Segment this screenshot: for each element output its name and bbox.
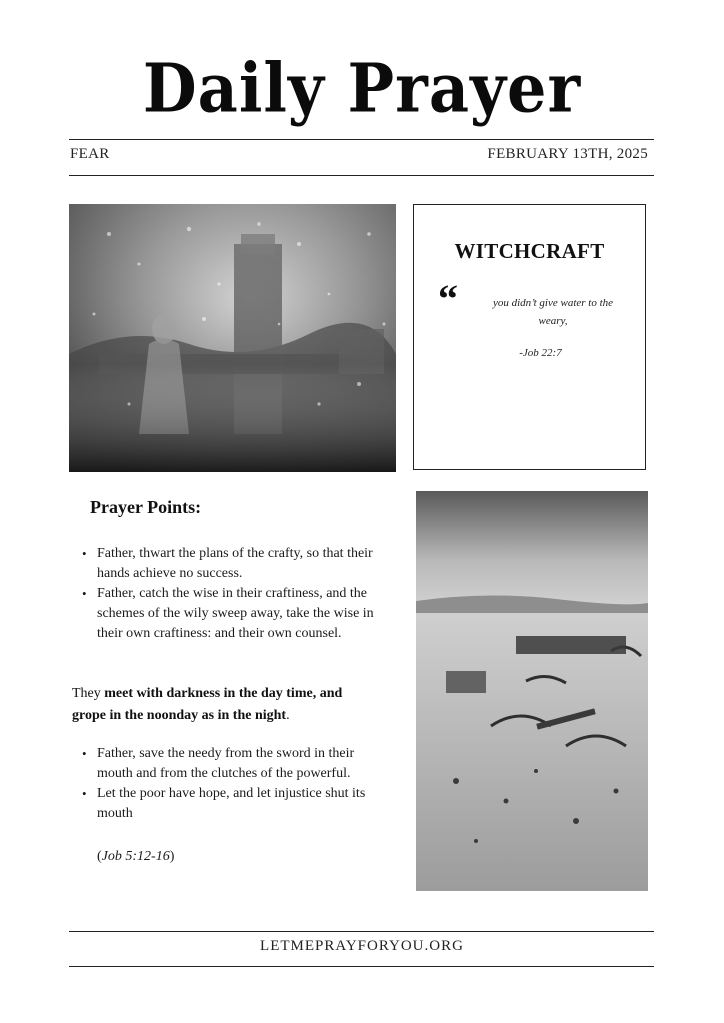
feature-citation: -Job 22:7 — [519, 347, 562, 359]
citation-reference: Job 5:12-16 — [101, 849, 170, 864]
citation-open: ( — [97, 849, 102, 864]
list-item: • Father, catch the wise in their craftiness, and the schemes of the wily sweep away, take the wise in their own craftiness: and their own counsel. — [71, 584, 381, 644]
list-item: • Let the poor have hope, and let injustice shut its mouth — [71, 784, 371, 824]
footer-website-link[interactable]: LETMEPRAYFORYOU.ORG — [260, 938, 464, 954]
footer-top-rule — [69, 931, 654, 932]
feature-box — [413, 204, 646, 470]
list-item: • Father, save the needy from the sword in their mouth and from the clutches of the powerful. — [71, 744, 371, 784]
issue-date: FEBRUARY 13TH, 2025 — [487, 146, 648, 162]
footer-bottom-rule — [69, 966, 654, 967]
citation-close: ) — [169, 849, 175, 864]
prayer-list-second — [71, 744, 371, 824]
verse-bold-text: meet with darkness in the day time, and grope in the noonday as in the night — [72, 686, 343, 723]
scripture-citation — [97, 847, 174, 867]
masthead-title: Daily Prayer — [142, 49, 582, 128]
feature-quote: you didn’t give water to the weary, — [492, 297, 614, 327]
verse-intro: They — [72, 686, 105, 701]
scripture-verse — [72, 683, 372, 727]
prayer-list-first — [71, 544, 381, 644]
header-bottom-rule — [69, 175, 654, 176]
section-label: FEAR — [70, 146, 110, 162]
feature-title: WITCHCRAFT — [454, 239, 605, 263]
desert-wreck-photo — [416, 491, 648, 891]
verse-end: . — [286, 708, 290, 723]
storm-statue-photo — [69, 204, 396, 472]
list-item: • Father, thwart the plans of the crafty, so that their hands achieve no success. — [71, 544, 381, 584]
header-top-rule — [69, 139, 654, 140]
quote-mark-icon: “ — [438, 276, 458, 321]
prayer-points-heading: Prayer Points: — [90, 497, 202, 517]
